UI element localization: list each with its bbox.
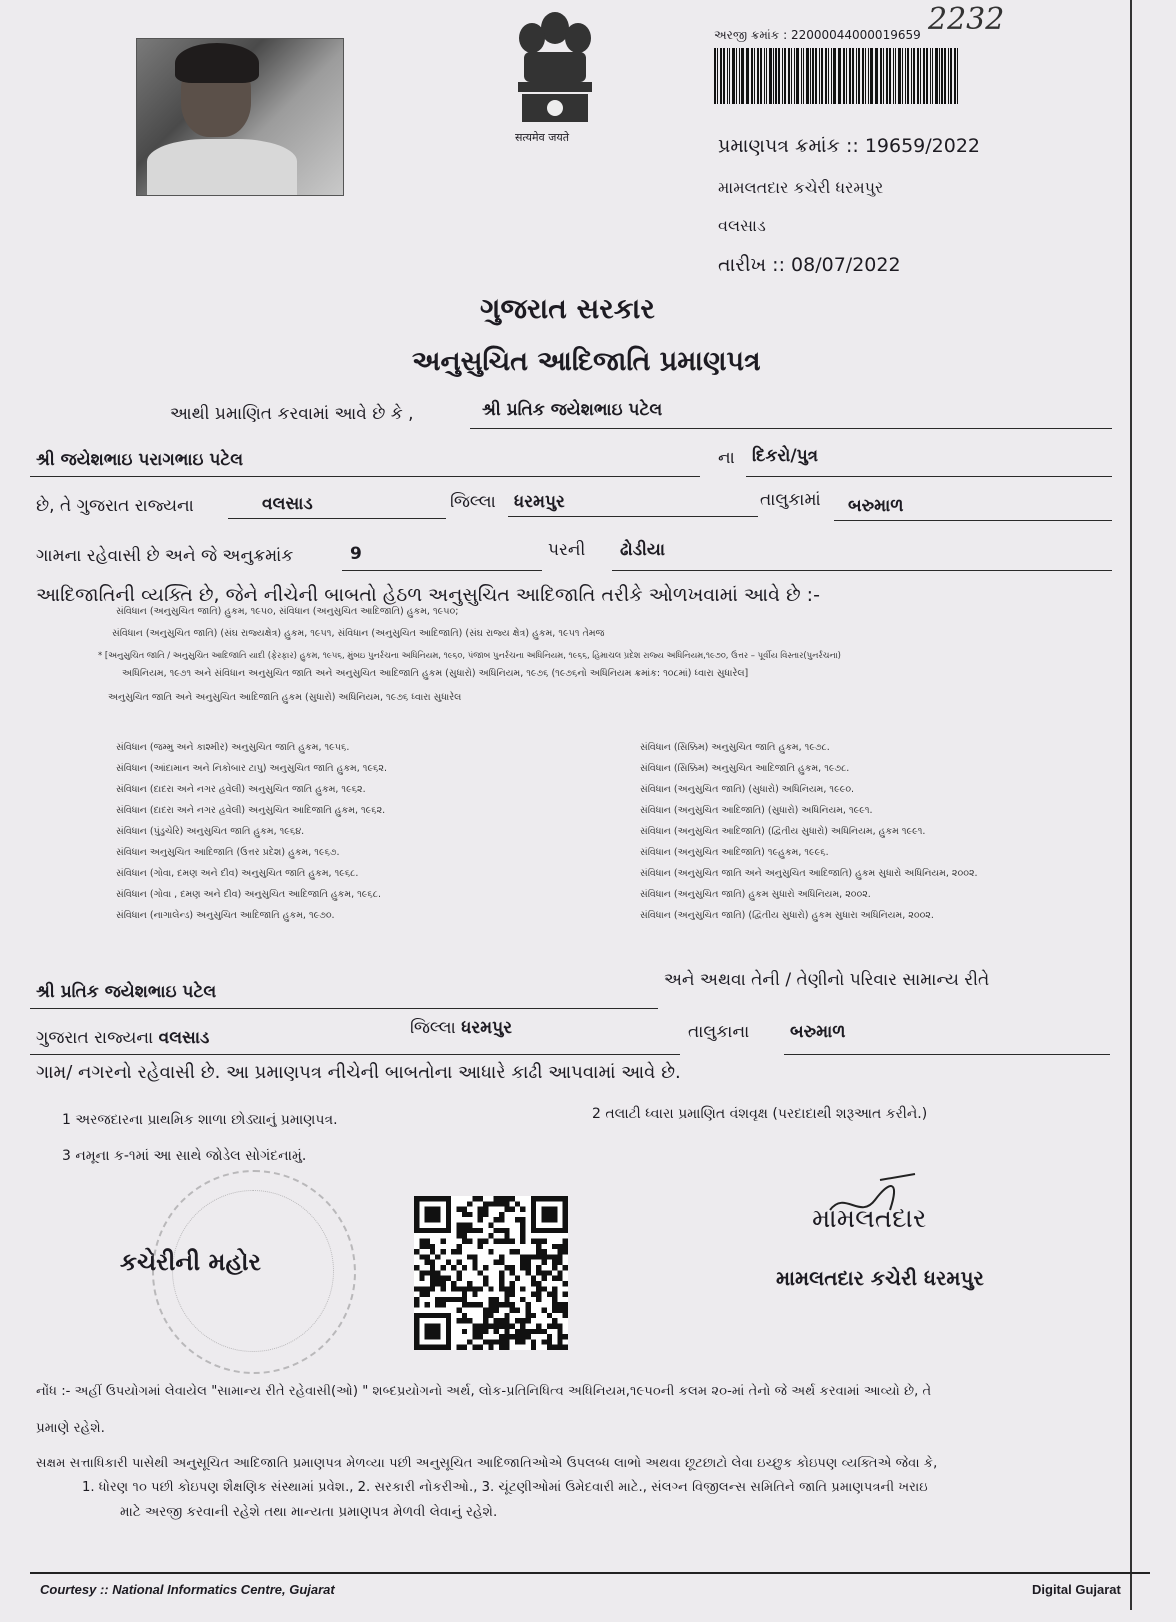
footer-brand: Digital Gujarat: [1032, 1582, 1121, 1597]
father-name: શ્રી જયેશભાઇ પરાગભાઇ પટેલ: [36, 450, 244, 470]
order-line: સંવિધાન (સિક્કિમ) અનુસુચિત જાતિ હુકમ, ૧૯૭૮.: [640, 742, 830, 753]
note-line: માટે અરજી કરવાની રહેશે તથા માન્યતા પ્રમાણપત્ર મેળવી લેવાનું રહેશે.: [120, 1504, 498, 1520]
footer-divider: [30, 1572, 1150, 1574]
serial-no: 9: [350, 544, 362, 564]
underline: [30, 1008, 658, 1009]
underline: [30, 476, 700, 477]
order-line: સંવિધાન (અનુસુચિત આદિજાતિ) (દ્વિતીય સુધારો) અધિનિયમ, હુકમ ૧૯૯૧.: [640, 826, 926, 837]
relation: દિકરો/પુત્ર: [752, 446, 819, 466]
order-line: સંવિધાન (અનુસુચિત જાતિ) હુકમ, ૧૯૫૦, સંવિધાન (અનુસુચિત આદિજાતિ) હુકમ, ૧૯૫૦;: [116, 606, 459, 617]
order-line: સંવિધાન (અનુસુચિત જાતિ) હુકમ સુધારો અધિનિયમ, ૨૦૦૨.: [640, 889, 871, 900]
qr-code: [414, 1196, 568, 1350]
order-line: * [અનુસુચિત જાતિ / અનુસુચિત આદિજાતિ યાદી (ફેરફાર) હુકમ, ૧૯૫૬, મુંબઇ પુનર્રચના અધિનિયમ, ૧૯૬૦, પંજાબ પુનર્રચના અધિનિયમ, ૧૯૬૬, હિમાચલ પ્રદેશ રાજ્ય અધિનિયમ,૧૯૭૦, ઉત્તર – પૂર્વીય વિસ્તાર(પુનર્રચના): [98, 650, 841, 660]
signature-text: મામલતદાર: [812, 1204, 927, 1234]
order-line: સંવિધાન અનુસુચિત આદિજાતિ (ઉત્તર પ્રદેશ) હુકમ, ૧૯૬૭.: [116, 847, 340, 858]
state-text: છે, તે ગુજરાત રાજ્યના: [36, 496, 194, 516]
district-value: વલસાડ: [262, 494, 313, 514]
application-no: 22000044000019659: [790, 28, 921, 42]
underline: [784, 1054, 1110, 1055]
order-line: સંવિધાન (સિક્કિમ) અનુસુચિત આદિજાતિ હુકમ, ૧૯૭૮.: [640, 763, 850, 774]
office-name: મામલતદાર કચેરી ધરમપુર: [718, 178, 884, 197]
emblem-motto: सत्यमेव जयते: [515, 131, 570, 144]
government-title: ગુજરાત સરકાર: [480, 292, 655, 325]
residence-district: વલસાડ: [158, 1028, 210, 1048]
residence-village: બરુમાળ: [790, 1022, 846, 1042]
order-line: સંવિધાન (અનુસુચિત આદિજાતિ) ૧૯હુકમ, ૧૯૯૬.: [640, 847, 829, 858]
applicant-name: શ્રી પ્રતિક જયેશભાઇ પટેલ: [482, 400, 663, 420]
order-line: સંવિધાન (અનુસુચિત જાતિ અને અનુસુચિત આદિજાતિ) હુકમ સુધારો અધિનિયમ, ૨૦૦૨.: [640, 868, 978, 879]
underline: [746, 476, 1112, 477]
order-line: સંવિધાન (અનુસુચિત જાતિ) (સંઘ રાજ્યક્ષેત્ર) હુકમ, ૧૯૫૧, સંવિધાન (અનુસુચિત આદિજાતિ) (સંઘ રાજ્ય ક્ષેત્ર) હુકમ, ૧૯૫૧ તેમજ: [112, 628, 605, 639]
recognition-text: આદિજાતિની વ્યક્તિ છે, જેને નીચેની બાબતો હેઠળ અનુસુચિત આદિજાતિ તરીકે ઓળખવામાં આવે છે :-: [36, 584, 820, 606]
residence-name: શ્રી પ્રતિક જયેશભાઇ પટેલ: [36, 982, 217, 1002]
order-line: સંવિધાન (દાદરા અને નગર હવેલી) અનુસુચિત જાતિ હુકમ, ૧૯૬૨.: [116, 784, 366, 795]
village-value: બરુમાળ: [848, 496, 904, 516]
family-text: અને અથવા તેની / તેણીનો પરિવાર સામાન્ય રીતે: [664, 970, 990, 990]
state-text-2: ગુજરાત રાજ્યના: [36, 1028, 154, 1048]
underline: [342, 570, 542, 571]
order-line: સંવિધાન (અનુસુચિત જાતિ) (દ્વિતીય સુધારો) હુકમ સુધારા અધિનિયમ, ૨૦૦૨.: [640, 910, 934, 921]
underline: [508, 516, 758, 517]
document-item: 3 નમૂના ક-૧માં આ સાથે જોડેલ સોગંદનામું.: [62, 1148, 307, 1164]
residence-district-label: જિલ્લા: [410, 1018, 456, 1038]
basis-text: ગામ/ નગરનો રહેવાસી છે. આ પ્રમાણપત્ર નીચેની બાબતોના આધારે કાઢી આપવામાં આવે છે.: [36, 1062, 681, 1083]
seal-label: કચેરીની મહોર: [120, 1248, 261, 1276]
order-line: સંવિધાન (પુંડુચેરિ) અનુસુચિત જાતિ હુકમ, ૧૯૬૪.: [116, 826, 305, 837]
tribe-name: ઢોડીયા: [620, 540, 665, 560]
underline: [228, 518, 446, 519]
order-line: સંવિધાન (અનુસુચિત આદિજાતિ) (સુધારો) અધિનિયમ, ૧૯૯૧.: [640, 805, 873, 816]
order-line: સંવિધાન (ગોવા , દમણ અને દીવ) અનુસુચિત આદિજાતિ હુકમ, ૧૯૬૮.: [116, 889, 381, 900]
order-line: સંવિધાન (ગોવા, દમણ અને દીવ) અનુસુચિત જાતિ હુકમ, ૧૯૬૮.: [116, 868, 359, 879]
resident-text: ગામના રહેવાસી છે અને જે અનુક્રમાંક: [36, 546, 294, 566]
note-line: સક્ષમ સત્તાધિકારી પાસેથી અનુસૂચિત આદિજાતિ પ્રમાણપત્ર મેળવ્યા પછી અનુસૂચિત આદિજાતિઓએ ઉપલબ્ધ લાભો અથવા છૂટછાટો લેવા ઇચ્છુક કોઇપણ વ્યક્તિએ જેવા કે,: [36, 1456, 938, 1471]
signatory-office: મામલતદાર કચેરી ધરમપુર: [776, 1266, 984, 1290]
document-item: 2 તલાટી ધ્વારા પ્રમાણિત વંશવૃક્ષ (પરદાદાથી શરૂઆત કરીને.): [592, 1106, 928, 1122]
relation-prefix: ના: [718, 448, 735, 468]
document-item: 1 અરજદારના પ્રાથમિક શાળા છોડ્યાનું પ્રમાણપત્ર.: [62, 1112, 338, 1128]
order-line: સંવિધાન (દાદરા અને નગર હવેલી) અનુસુચિત આદિજાતિ હુકમ, ૧૯૬૨.: [116, 805, 386, 816]
district-label: જિલ્લા: [450, 492, 496, 512]
order-line: સંવિધાન (નાગાલેન્ડ) અનુસુચિત આદિજાતિ હુકમ, ૧૯૭૦.: [116, 910, 335, 921]
note-line: 1. ધોરણ ૧૦ પછી કોઇપણ શૈક્ષણિક સંસ્થામાં પ્રવેશ., 2. સરકારી નોકરીઓ., 3. ચૂંટણીઓમાં ઉમેદવારી માટે., સંલગ્ન વિજીલન્સ સમિતિને જાતિ પ્રમાણપત્રની ખરાઇ: [82, 1480, 928, 1495]
applicant-photo: [136, 38, 344, 196]
certificate-no-label: પ્રમાણપત્ર ક્રમાંક ::: [718, 135, 859, 157]
certify-text: આથી પ્રમાણિત કરવામાં આવે છે કે ,: [170, 404, 414, 424]
order-line: અધિનિયમ, ૧૯૭૧ અને સંવિધાન અનુસુચિત જાતિ અને અનુસુચિત આદિજાતિ હુકમ (સુધારો) અધિનિયમ, ૧૯૭૬ (૧૯૭૬નો અધિનિયમ ક્રમાંક: ૧૦૮માં) ધ્વારા સુધારેલ]: [122, 668, 749, 679]
footer-courtesy: Courtesy :: National Informatics Centre, Gujarat: [40, 1582, 335, 1597]
state-emblem-icon: [500, 6, 610, 146]
issue-date: 08/07/2022: [791, 254, 901, 276]
order-line: સંવિધાન (જમ્મુ અને કાશ્મીર) અનુસુચિત જાતિ હુકમ, ૧૯૫૬.: [116, 742, 350, 753]
taluka-label: તાલુકામાં: [760, 490, 821, 510]
residence-taluka: ધરમપુર: [461, 1018, 513, 1038]
note-line: પ્રમાણે રહેશે.: [36, 1420, 105, 1436]
underline: [30, 1054, 680, 1055]
district-name: વલસાડ: [718, 216, 766, 235]
certificate-no: 19659/2022: [864, 135, 981, 157]
order-line: અનુસુચિત જાતિ અને અનુસુચિત આદિજાતિ હુકમ (સુધારો) અધિનિયમ, ૧૯૭૬ ધ્વારા સુધારેલ: [108, 692, 462, 703]
handwritten-number: 2232: [928, 2, 1005, 37]
underline: [470, 428, 1112, 429]
date-label: તારીખ ::: [718, 254, 785, 276]
order-line: સંવિધાન (અનુસુચિત જાતિ) (સુધારો) અધિનિયમ, ૧૯૯૦.: [640, 784, 855, 795]
certificate-title: અનુસુચિત આદિજાતિ પ્રમાણપત્ર: [412, 346, 761, 377]
barcode: [714, 48, 960, 104]
on-text: પરની: [548, 540, 586, 560]
underline: [612, 570, 1112, 571]
taluka-value: ધરમપુર: [514, 492, 565, 512]
underline: [834, 520, 1112, 521]
order-line: સંવિધાન (આંદામાન અને નિકોબાર ટાપુ) અનુસુચિત જાતિ હુકમ, ૧૯૬૨.: [116, 763, 387, 774]
residence-taluka-label: તાલુકાના: [688, 1022, 750, 1042]
note-line: નોંધ :- અહીં ઉપયોગમાં લેવાયેલ "સામાન્ય રીતે રહેવાસી(ઓ) " શબ્દપ્રયોગનો અર્થ, લોક-પ્રતિનિધિત્વ અધિનિયમ,૧૯૫૦ની કલમ ૨૦-માં તેનો જે અર્થ કરવામાં આવ્યો છે, તે: [36, 1384, 932, 1399]
application-no-label: અરજી ક્રમાંક :: [714, 28, 788, 42]
